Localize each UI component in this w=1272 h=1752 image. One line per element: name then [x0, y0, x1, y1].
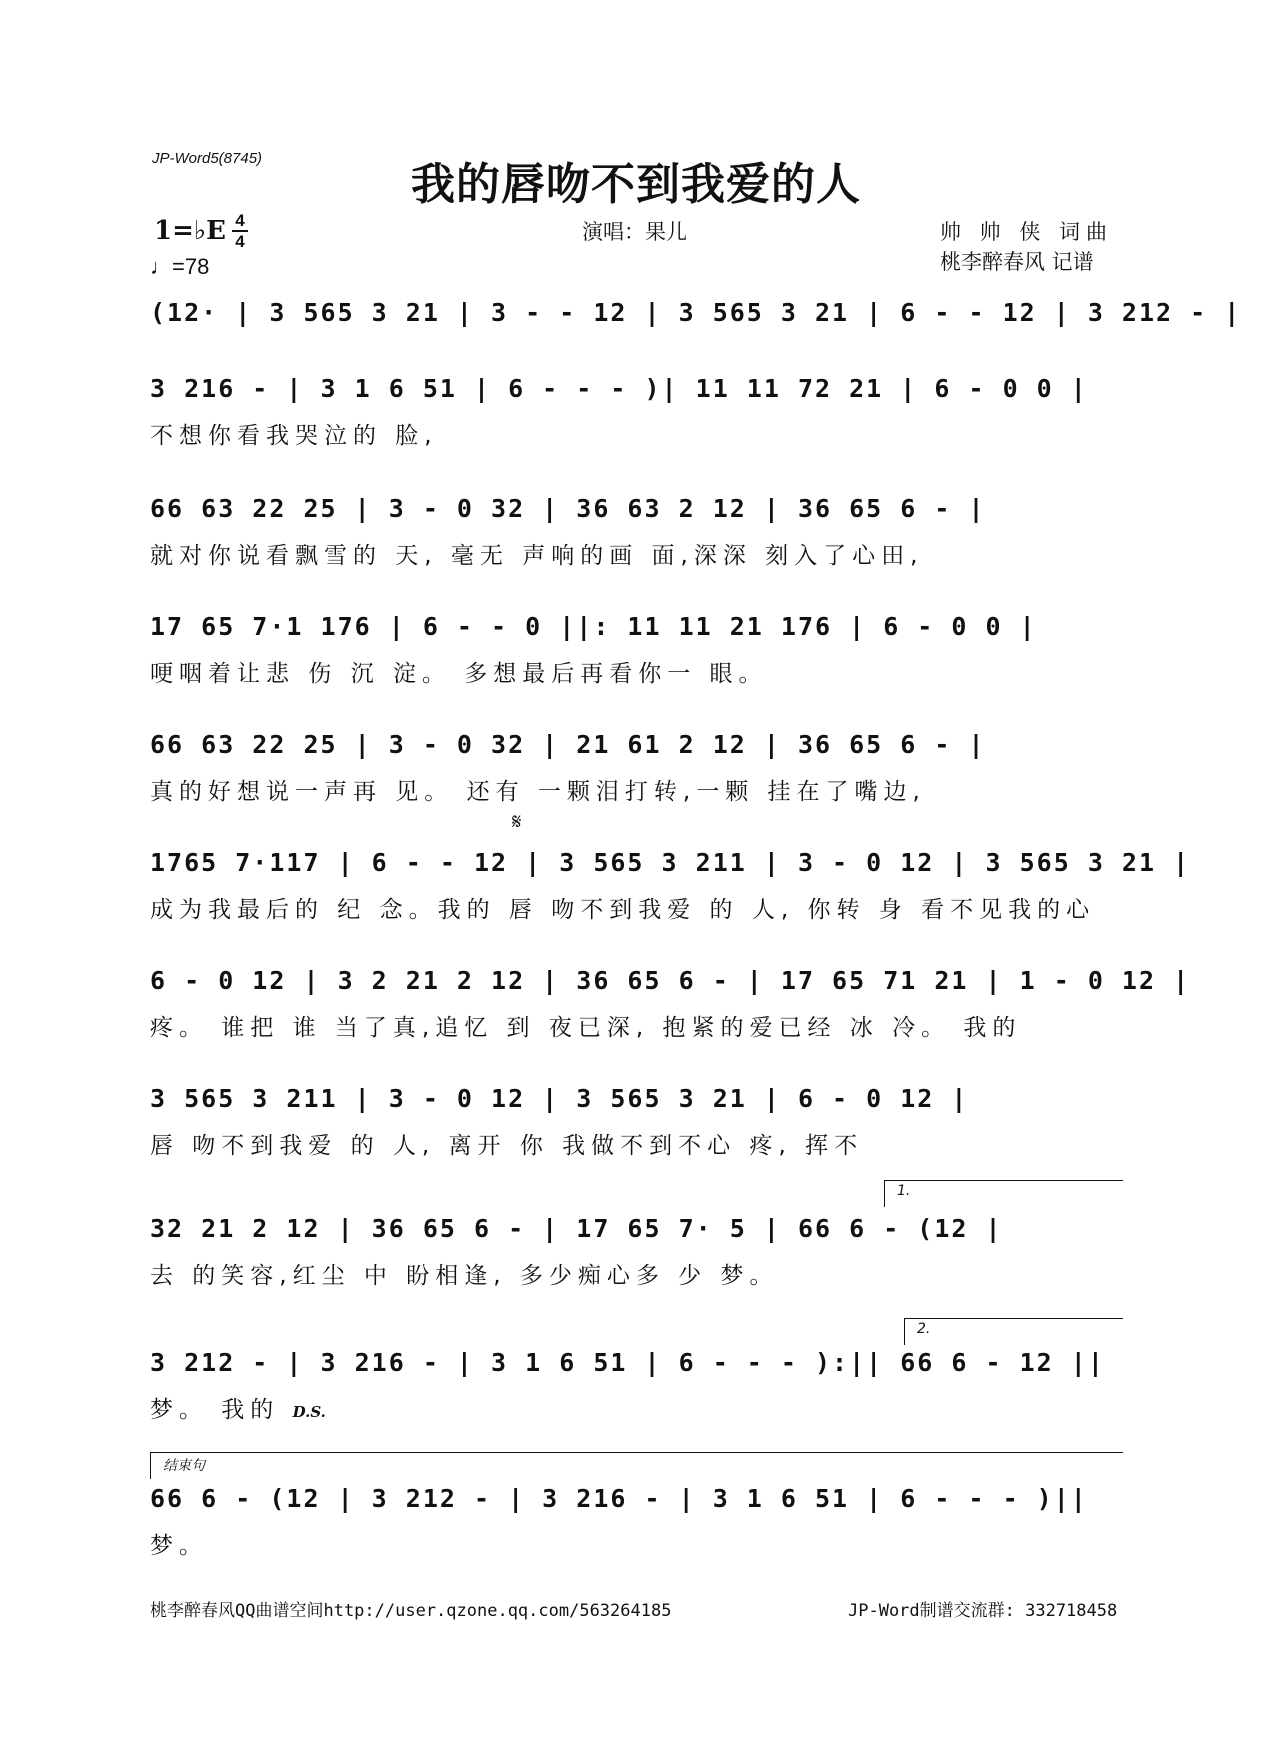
notes-row-9: 32 21 2 12 | 36 65 6 - | 17 65 7· 5 | 66 6 - (12 | — [150, 1214, 1003, 1243]
footer-website: 桃李醉春风QQ曲谱空间http://user.qzone.qq.com/563264185 — [150, 1601, 672, 1621]
notes-row-10: 3 212 - | 3 216 - | 3 1 6 51 | 6 - - - ):|| 66 6 - 12 || — [150, 1348, 1105, 1377]
score-row-7 — [150, 966, 1191, 1042]
lyrics-row-5: 真的好想说一声再 见。 还有 一颗泪打转,一颗 挂在了嘴边, — [150, 779, 926, 805]
volta-bracket-1 — [884, 1180, 1123, 1207]
notes-row-1: (12· | 3 565 3 21 | 3 - - 12 | 3 565 3 21 | 6 - - 12 | 3 212 - | — [150, 298, 1242, 327]
time-numerator: 4 — [235, 211, 245, 230]
singer-credit: 演唱：果儿 — [582, 220, 687, 244]
score-row-3 — [150, 494, 1132, 570]
ending-bracket — [150, 1452, 1123, 1479]
lyrics-row-10-text: 梦。 我的 — [150, 1397, 293, 1423]
time-signature — [232, 212, 248, 250]
segno-mark: 𝄋 — [512, 810, 522, 835]
notes-row-2: 3 216 - | 3 1 6 51 | 6 - - - )| 11 11 72 21 | 6 - 0 0 | — [150, 374, 1088, 403]
score-row-6 — [150, 848, 1191, 924]
notes-row-7: 6 - 0 12 | 3 2 21 2 12 | 36 65 6 - | 17 65 71 21 | 1 - 0 12 | — [150, 966, 1191, 995]
notes-row-5: 66 63 22 25 | 3 - 0 32 | 21 61 2 12 | 36 65 6 - | — [150, 730, 986, 759]
notes-row-4: 17 65 7·1 176 | 6 - - 0 ||: 11 11 21 176 | 6 - 0 0 | — [150, 612, 1037, 641]
transcriber-credit: 桃李醉春风 记谱 — [940, 250, 1094, 274]
software-label: JP-Word5(8745) — [152, 150, 263, 167]
lyrics-row-3: 就对你说看飘雪的 天, 毫无 声响的画 面,深深 刻入了心田, — [150, 543, 924, 569]
score-row-11 — [150, 1484, 1132, 1560]
volta-bracket-2 — [904, 1318, 1123, 1345]
score-row-9 — [150, 1214, 1132, 1290]
notes-row-6: 1765 7·117 | 6 - - 12 | 3 565 3 211 | 3 - 0 12 | 3 565 3 21 | — [150, 848, 1191, 877]
score-row-5 — [150, 730, 1132, 806]
volta-label-2: 2. — [917, 1321, 931, 1337]
notes-row-8: 3 565 3 211 | 3 - 0 12 | 3 565 3 21 | 6 - 0 12 | — [150, 1084, 969, 1113]
score-row-10 — [150, 1348, 1132, 1424]
score-row-4 — [150, 612, 1132, 688]
footer-group: JP-Word制谱交流群: 332718458 — [848, 1601, 1118, 1621]
volta-label-1: 1. — [897, 1183, 911, 1199]
lyrics-row-9: 去 的笑容,红尘 中 盼相逢, 多少痴心多 少 梦。 — [150, 1263, 779, 1289]
lyrics-row-8: 唇 吻不到我爱 的 人, 离开 你 我做不到不心 疼, 挥不 — [150, 1133, 864, 1159]
key-signature: 1=♭E — [154, 216, 226, 246]
time-denominator: 4 — [235, 232, 245, 251]
score-row-1 — [150, 298, 1242, 327]
lyrics-row-4: 哽咽着让悲 伤 沉 淀。 多想最后再看你一 眼。 — [150, 661, 768, 687]
song-title: 我的唇吻不到我爱的人 — [411, 159, 861, 210]
ending-label: 结束句 — [163, 1458, 205, 1474]
tempo-marking: ♩=78 — [150, 254, 210, 279]
score-row-8 — [150, 1084, 1132, 1160]
score-row-2 — [150, 374, 1132, 450]
notes-row-11: 66 6 - (12 | 3 212 - | 3 216 - | 3 1 6 51 | 6 - - - )|| — [150, 1484, 1088, 1513]
lyrics-row-6: 成为我最后的 纪 念。我的 唇 吻不到我爱 的 人, 你转 身 看不见我的心 — [150, 897, 1096, 923]
ds-mark: D.S. — [292, 1403, 326, 1421]
lyrics-row-7: 疼。 谁把 谁 当了真,追忆 到 夜已深, 抱紧的爱已经 冰 冷。 我的 — [150, 1015, 1022, 1041]
lyrics-row-11: 梦。 — [150, 1533, 208, 1559]
lyrics-row-10 — [150, 1391, 1132, 1424]
composer-credit: 帅 帅 侠 词曲 — [940, 220, 1114, 244]
notes-row-3: 66 63 22 25 | 3 - 0 32 | 36 63 2 12 | 36 65 6 - | — [150, 494, 986, 523]
lyrics-row-2: 不想你看我哭泣的 脸, — [150, 423, 438, 449]
